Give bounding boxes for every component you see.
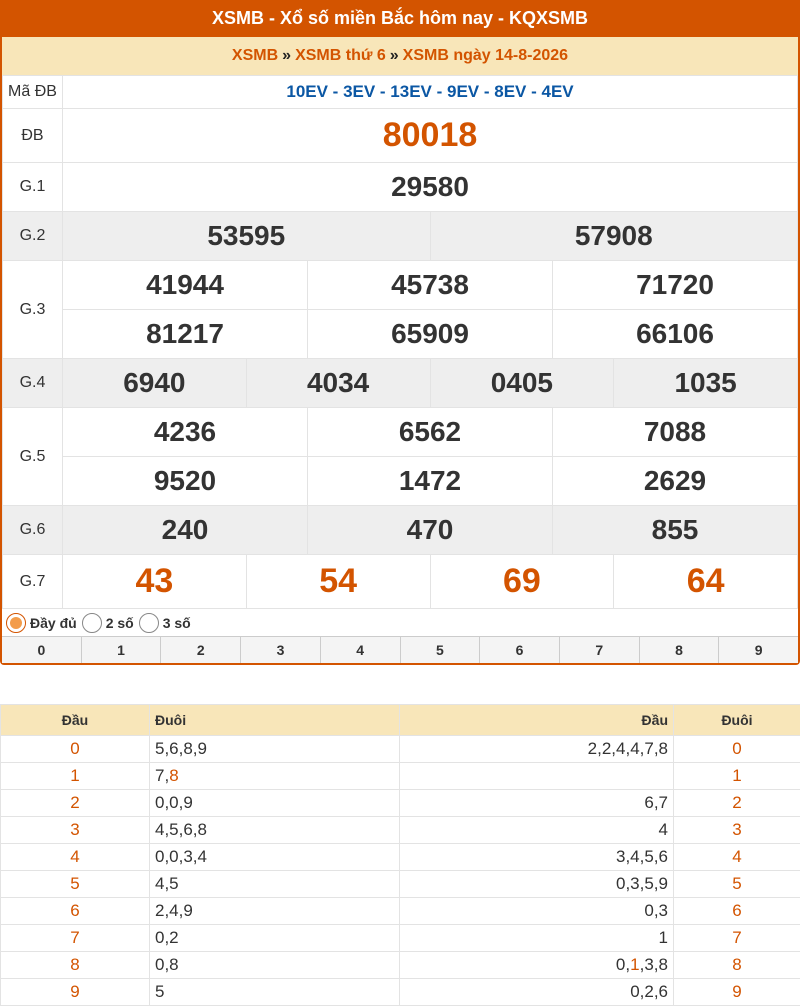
breadcrumb	[2, 37, 798, 75]
loto-tails-right: 0,2,6	[400, 979, 674, 1006]
loto-tails-right: 0,3	[400, 898, 674, 925]
db-label: ĐB	[3, 109, 63, 163]
prize-g3: 65909	[308, 310, 553, 359]
loto-head: 7	[1, 925, 150, 952]
loto-row	[1, 925, 800, 952]
madb-label: Mã ĐB	[3, 76, 63, 109]
option-full[interactable]	[6, 613, 77, 633]
loto-head-right: 7	[674, 925, 800, 952]
prize-g6: 855	[553, 506, 798, 555]
prize-g2: 53595	[63, 212, 431, 261]
prize-g4: 0405	[430, 359, 614, 408]
radio-2-digits[interactable]	[82, 613, 102, 633]
row-madb	[3, 76, 798, 109]
prize-g5: 9520	[63, 457, 308, 506]
loto-tails: 4,5	[150, 871, 400, 898]
digit-filter-0[interactable]: 0	[2, 637, 82, 663]
loto-header-head-right: Đầu	[400, 705, 674, 736]
prize-g3: 81217	[63, 310, 308, 359]
loto-tails-right: 0,1,3,8	[400, 952, 674, 979]
loto-table	[0, 704, 800, 1006]
loto-head-right: 3	[674, 817, 800, 844]
loto-tails: 7,8	[150, 763, 400, 790]
row-g1	[3, 163, 798, 212]
radio-full[interactable]	[6, 613, 26, 633]
prize-g3: 66106	[553, 310, 798, 359]
display-options	[2, 609, 798, 637]
g3-label: G.3	[3, 261, 63, 359]
digit-filter-6[interactable]: 6	[480, 637, 560, 663]
loto-header-tail-right: Đuôi	[674, 705, 800, 736]
loto-tails: 0,8	[150, 952, 400, 979]
option-2-digits-label: 2 số	[105, 614, 134, 631]
results-table	[2, 75, 798, 609]
loto-tails-right: 1	[400, 925, 674, 952]
prize-g3: 45738	[308, 261, 553, 310]
option-2-digits[interactable]	[82, 613, 134, 633]
prize-g7: 69	[430, 555, 614, 609]
prize-g6: 470	[308, 506, 553, 555]
breadcrumb-sep: »	[282, 47, 292, 64]
digit-filter-2[interactable]: 2	[161, 637, 241, 663]
special-digit: 8	[169, 766, 179, 785]
loto-tails-right: 3,4,5,6	[400, 844, 674, 871]
prize-g4: 1035	[614, 359, 798, 408]
special-digit: 1	[630, 955, 640, 974]
row-g2	[3, 212, 798, 261]
prize-g4: 6940	[63, 359, 247, 408]
loto-row	[1, 898, 800, 925]
digit-filter-8[interactable]: 8	[640, 637, 720, 663]
loto-head-right: 2	[674, 790, 800, 817]
loto-head-right: 5	[674, 871, 800, 898]
prize-g7: 54	[246, 555, 430, 609]
g6-label: G.6	[3, 506, 63, 555]
loto-header-tail: Đuôi	[150, 705, 400, 736]
loto-head-right: 0	[674, 736, 800, 763]
loto-head: 8	[1, 952, 150, 979]
loto-row	[1, 763, 800, 790]
option-3-digits[interactable]	[139, 613, 191, 633]
digit-filter-5[interactable]: 5	[401, 637, 481, 663]
breadcrumb-xsmb-date[interactable]: XSMB ngày 14-8-2026	[402, 47, 569, 64]
loto-tails: 2,4,9	[150, 898, 400, 925]
row-g4	[3, 359, 798, 408]
loto-head-right: 6	[674, 898, 800, 925]
prize-g5: 6562	[308, 408, 553, 457]
loto-tails-right: 6,7	[400, 790, 674, 817]
breadcrumb-xsmb-friday[interactable]: XSMB thứ 6	[295, 47, 386, 64]
loto-tails-right: 2,2,4,4,7,8	[400, 736, 674, 763]
loto-row	[1, 952, 800, 979]
loto-header-head: Đầu	[1, 705, 150, 736]
loto-row	[1, 844, 800, 871]
loto-body	[1, 736, 800, 1006]
digit-filter-1[interactable]: 1	[82, 637, 162, 663]
prize-g7: 43	[63, 555, 247, 609]
loto-tails: 0,2	[150, 925, 400, 952]
prize-g6: 240	[63, 506, 308, 555]
row-g3	[3, 261, 798, 310]
loto-head: 6	[1, 898, 150, 925]
loto-head: 5	[1, 871, 150, 898]
prize-g5: 7088	[553, 408, 798, 457]
g4-label: G.4	[3, 359, 63, 408]
g7-label: G.7	[3, 555, 63, 609]
digit-filter-4[interactable]: 4	[321, 637, 401, 663]
radio-3-digits[interactable]	[139, 613, 159, 633]
loto-row	[1, 790, 800, 817]
digit-filter-7[interactable]: 7	[560, 637, 640, 663]
loto-row	[1, 736, 800, 763]
loto-row	[1, 979, 800, 1006]
prize-g5: 2629	[553, 457, 798, 506]
row-g7	[3, 555, 798, 609]
prize-g3: 41944	[63, 261, 308, 310]
loto-row	[1, 817, 800, 844]
prize-g5: 4236	[63, 408, 308, 457]
prize-g1: 29580	[63, 163, 798, 212]
row-g6	[3, 506, 798, 555]
prize-db: 80018	[63, 109, 798, 163]
g2-label: G.2	[3, 212, 63, 261]
digit-filter-3[interactable]: 3	[241, 637, 321, 663]
row-g5b	[3, 457, 798, 506]
loto-header-row	[1, 705, 800, 736]
prize-g7: 64	[614, 555, 798, 609]
loto-tails: 5	[150, 979, 400, 1006]
loto-head-right: 9	[674, 979, 800, 1006]
loto-head-right: 8	[674, 952, 800, 979]
loto-tails: 0,0,3,4	[150, 844, 400, 871]
page-title: XSMB - Xổ số miền Bắc hôm nay - KQXSMB	[0, 0, 800, 37]
option-3-digits-label: 3 số	[162, 614, 191, 631]
loto-head: 0	[1, 736, 150, 763]
digit-filter	[2, 637, 798, 663]
loto-head: 1	[1, 763, 150, 790]
loto-tails: 4,5,6,8	[150, 817, 400, 844]
row-g3b	[3, 310, 798, 359]
prize-g3: 71720	[553, 261, 798, 310]
breadcrumb-xsmb[interactable]: XSMB	[231, 47, 279, 64]
loto-head-right: 1	[674, 763, 800, 790]
loto-tails-right	[400, 763, 674, 790]
loto-head: 3	[1, 817, 150, 844]
g1-label: G.1	[3, 163, 63, 212]
loto-tails-right: 4	[400, 817, 674, 844]
loto-head-right: 4	[674, 844, 800, 871]
loto-head: 9	[1, 979, 150, 1006]
prize-g4: 4034	[246, 359, 430, 408]
loto-tails: 5,6,8,9	[150, 736, 400, 763]
digit-filter-9[interactable]: 9	[719, 637, 798, 663]
loto-tails-right: 0,3,5,9	[400, 871, 674, 898]
loto-tails: 0,0,9	[150, 790, 400, 817]
breadcrumb-sep: »	[389, 47, 399, 64]
g5-label: G.5	[3, 408, 63, 506]
prize-g5: 1472	[308, 457, 553, 506]
option-full-label: Đầy đủ	[30, 614, 77, 631]
row-g5	[3, 408, 798, 457]
row-db	[3, 109, 798, 163]
madb-value: 10EV - 3EV - 13EV - 9EV - 8EV - 4EV	[63, 76, 798, 109]
loto-head: 4	[1, 844, 150, 871]
prize-g2: 57908	[430, 212, 798, 261]
loto-row	[1, 871, 800, 898]
loto-head: 2	[1, 790, 150, 817]
